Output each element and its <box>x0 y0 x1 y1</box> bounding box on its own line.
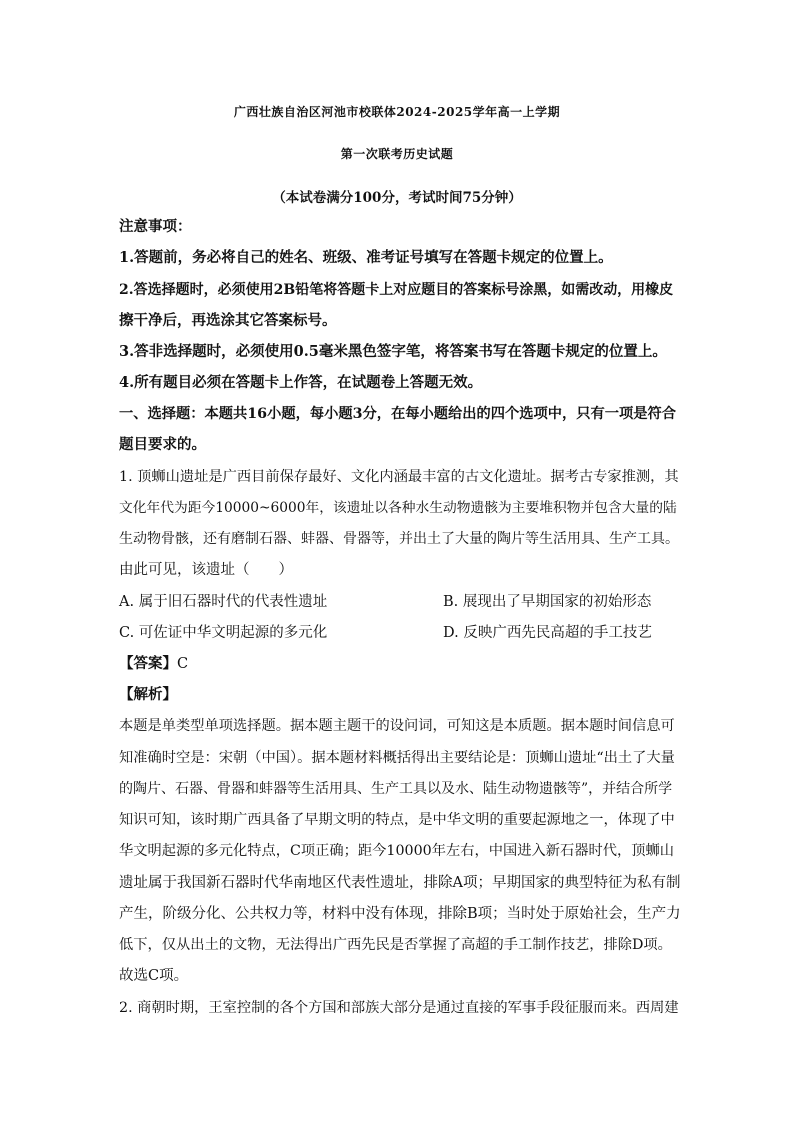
q1-analysis-line: 遗址属于我国新石器时代华南地区代表性遗址，排除A项；早期国家的典型特征为私有制 <box>119 875 681 891</box>
q1-analysis-line: 故选C项。 <box>119 968 189 984</box>
q1-analysis-label: 【解析】 <box>119 686 177 703</box>
answer-value: C <box>177 656 189 672</box>
q1-analysis-line: 知准确时空是：宋朝（中国）。据本题材料概括得出主要结论是：顶蛳山遗址“出土了大量 <box>119 750 675 766</box>
exam-title-line1: 广西壮族自治区河池市校联体2024-2025学年高一上学期 <box>233 105 561 119</box>
q1-analysis-line: 低下，仅从出土的文物，无法得出广西先民是否掌握了高超的手工制作技艺，排除D项。 <box>119 937 672 953</box>
exam-subtitle: （本试卷满分100分，考试时间75分钟） <box>272 190 522 206</box>
q1-analysis-line: 本题是单类型单项选择题。据本题主题干的设问词，可知这是本质题。据本题时间信息可 <box>119 718 675 734</box>
q1-analysis-line: 的陶片、石器、骨器和蚌器等生活用具、生产工具以及水、陆生动物遗骸等”，并结合所学 <box>119 781 673 797</box>
q1-analysis-line: 知识可知，该时期广西具备了早期文明的特点，是中华文明的重要起源地之一，体现了中 <box>119 812 675 828</box>
q1-answer <box>119 654 188 674</box>
q1-analysis-line: 华文明起源的多元化特点，C项正确；距今10000年左右，中国进入新石器时代，顶蛳山 <box>119 843 674 859</box>
q2-stem-line1: 2. 商朝时期，王室控制的各个方国和部族大部分是通过直接的军事手段征服而来。西周建 <box>119 1000 679 1016</box>
notice-item-2-line1: 2.答选择题时，必须使用2B铅笔将答题卡上对应题目的答案标号涂黑，如需改动，用橡皮 <box>119 282 674 298</box>
notice-item-4: 4.所有题目必须在答题卡上作答，在试题卷上答题无效。 <box>119 374 483 391</box>
notice-heading: 注意事项： <box>119 218 192 235</box>
notice-item-3: 3.答非选择题时，必须使用0.5毫米黑色签字笔，将答案书写在答题卡规定的位置上。 <box>119 343 667 360</box>
section-heading-line2: 题目要求的。 <box>119 436 206 453</box>
answer-label: 【答案】 <box>119 655 177 672</box>
q1-option-b: B. 展现出了早期国家的初始形态 <box>443 594 652 610</box>
notice-item-1: 1.答题前，务必将自己的姓名、班级、准考证号填写在答题卡规定的位置上。 <box>119 249 613 266</box>
q1-stem-line4: 由此可见，该遗址（ ） <box>119 562 293 578</box>
q1-stem-line3: 生动物骨骸，还有磨制石器、蚌器、骨器等，并出土了大量的陶片等生活用具、生产工具。 <box>119 531 679 547</box>
q1-analysis-line: 产生，阶级分化、公共权力等，材料中没有体现，排除B项；当时处于原始社会，生产力 <box>119 906 681 922</box>
section-heading-line1: 一、选择题：本题共16小题，每小题3分，在每小题给出的四个选项中，只有一项是符合 <box>119 406 676 422</box>
notice-item-2-line2: 擦干净后，再选涂其它答案标号。 <box>119 312 337 329</box>
q1-stem-line1: 1. 顶蛳山遗址是广西目前保存最好、文化内涵最丰富的古文化遗址。据考古专家推测，其 <box>119 469 679 485</box>
q1-option-a: A. 属于旧石器时代的代表性遗址 <box>119 594 328 610</box>
q1-option-c: C. 可佐证中华文明起源的多元化 <box>119 625 328 641</box>
exam-title-line2: 第一次联考历史试题 <box>340 147 454 161</box>
q1-stem-line2: 文化年代为距今10000~6000年，该遗址以各种水生动物遗骸为主要堆积物并包含大量的陆 <box>119 500 677 516</box>
q1-option-d: D. 反映广西先民高超的手工技艺 <box>443 625 652 641</box>
